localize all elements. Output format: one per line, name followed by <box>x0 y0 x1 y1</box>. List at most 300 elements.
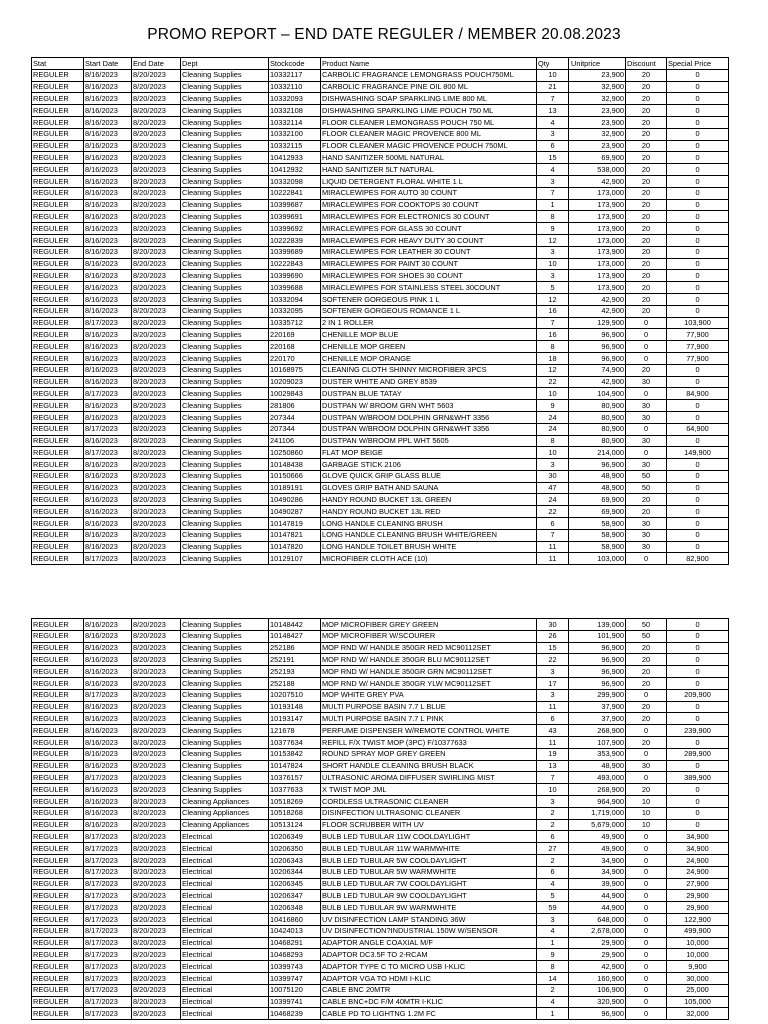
cell-special-price: 0 <box>667 164 729 176</box>
cell-start-date: 8/17/2023 <box>84 772 132 784</box>
cell-start-date: 8/16/2023 <box>84 352 132 364</box>
cell-stat: REGULER <box>32 411 84 423</box>
cell-start-date: 8/17/2023 <box>84 996 132 1008</box>
cell-product-name: MOP WHITE GREY PVA <box>321 689 537 701</box>
cell-qty: 10 <box>537 388 569 400</box>
cell-start-date: 8/16/2023 <box>84 541 132 553</box>
cell-unitprice: 44,900 <box>569 902 626 914</box>
table-row <box>32 329 729 341</box>
cell-unitprice: 42,900 <box>569 305 626 317</box>
table-row <box>32 689 729 701</box>
cell-start-date: 8/16/2023 <box>84 246 132 258</box>
cell-dept: Cleaning Supplies <box>181 329 269 341</box>
cell-dept: Cleaning Supplies <box>181 364 269 376</box>
cell-special-price: 0 <box>667 701 729 713</box>
cell-stat: REGULER <box>32 423 84 435</box>
cell-unitprice: 173,900 <box>569 211 626 223</box>
cell-end-date: 8/20/2023 <box>132 494 181 506</box>
cell-discount: 20 <box>626 736 667 748</box>
cell-start-date: 8/17/2023 <box>84 984 132 996</box>
cell-dept: Cleaning Supplies <box>181 187 269 199</box>
cell-stat: REGULER <box>32 199 84 211</box>
cell-special-price: 239,900 <box>667 725 729 737</box>
cell-special-price: 0 <box>667 482 729 494</box>
cell-stat: REGULER <box>32 890 84 902</box>
cell-qty: 43 <box>537 725 569 737</box>
cell-stockcode: 10376157 <box>269 772 321 784</box>
cell-special-price: 0 <box>667 293 729 305</box>
cell-discount: 20 <box>626 175 667 187</box>
cell-end-date: 8/20/2023 <box>132 329 181 341</box>
cell-end-date: 8/20/2023 <box>132 352 181 364</box>
cell-discount: 0 <box>626 1008 667 1020</box>
cell-qty: 6 <box>537 831 569 843</box>
cell-special-price: 77,900 <box>667 341 729 353</box>
header-qty: Qty <box>537 58 569 70</box>
table-row <box>32 677 729 689</box>
cell-product-name: MOP MICROFIBER W/SCOURER <box>321 630 537 642</box>
cell-start-date: 8/16/2023 <box>84 364 132 376</box>
cell-end-date: 8/20/2023 <box>132 984 181 996</box>
cell-product-name: MULTI PURPOSE BASIN 7.7 L PINK <box>321 713 537 725</box>
cell-unitprice: 107,900 <box>569 736 626 748</box>
cell-dept: Cleaning Supplies <box>181 388 269 400</box>
cell-stockcode: 10332094 <box>269 293 321 305</box>
promo-table-bottom <box>31 618 729 1020</box>
cell-stat: REGULER <box>32 69 84 81</box>
cell-discount: 20 <box>626 494 667 506</box>
cell-end-date: 8/20/2023 <box>132 831 181 843</box>
cell-dept: Cleaning Supplies <box>181 760 269 772</box>
cell-special-price: 0 <box>667 784 729 796</box>
cell-qty: 6 <box>537 866 569 878</box>
cell-qty: 7 <box>537 187 569 199</box>
cell-discount: 20 <box>626 258 667 270</box>
cell-end-date: 8/20/2023 <box>132 270 181 282</box>
table-row <box>32 211 729 223</box>
cell-dept: Cleaning Supplies <box>181 619 269 631</box>
cell-product-name: FLOOR CLEANER LEMONGRASS POUCH 750 ML <box>321 116 537 128</box>
cell-special-price: 0 <box>667 282 729 294</box>
table-row <box>32 1008 729 1020</box>
cell-stat: REGULER <box>32 400 84 412</box>
cell-discount: 30 <box>626 411 667 423</box>
cell-end-date: 8/20/2023 <box>132 619 181 631</box>
cell-qty: 3 <box>537 246 569 258</box>
cell-qty: 5 <box>537 282 569 294</box>
cell-qty: 12 <box>537 234 569 246</box>
cell-stat: REGULER <box>32 913 84 925</box>
cell-start-date: 8/16/2023 <box>84 140 132 152</box>
cell-stat: REGULER <box>32 482 84 494</box>
cell-special-price: 0 <box>667 807 729 819</box>
cell-stockcode: 10206344 <box>269 866 321 878</box>
cell-unitprice: 299,900 <box>569 689 626 701</box>
table-row <box>32 701 729 713</box>
table-row <box>32 234 729 246</box>
cell-dept: Cleaning Supplies <box>181 105 269 117</box>
table-row <box>32 105 729 117</box>
cell-discount: 20 <box>626 677 667 689</box>
cell-discount: 20 <box>626 701 667 713</box>
cell-discount: 30 <box>626 760 667 772</box>
cell-qty: 7 <box>537 772 569 784</box>
cell-special-price: 0 <box>667 819 729 831</box>
cell-unitprice: 139,000 <box>569 619 626 631</box>
cell-special-price: 0 <box>667 666 729 678</box>
cell-special-price: 27,900 <box>667 878 729 890</box>
cell-product-name: SOFTENER GORGEOUS ROMANCE 1 L <box>321 305 537 317</box>
cell-dept: Cleaning Supplies <box>181 677 269 689</box>
cell-stockcode: 10206350 <box>269 843 321 855</box>
cell-product-name: GLOVES GRIP BATH AND SAUNA <box>321 482 537 494</box>
cell-stockcode: 10147819 <box>269 518 321 530</box>
cell-discount: 30 <box>626 400 667 412</box>
cell-stat: REGULER <box>32 494 84 506</box>
cell-qty: 2 <box>537 807 569 819</box>
cell-dept: Cleaning Supplies <box>181 376 269 388</box>
cell-special-price: 0 <box>667 69 729 81</box>
table-row <box>32 388 729 400</box>
cell-end-date: 8/20/2023 <box>132 949 181 961</box>
cell-unitprice: 42,900 <box>569 175 626 187</box>
cell-unitprice: 96,900 <box>569 329 626 341</box>
cell-end-date: 8/20/2023 <box>132 925 181 937</box>
cell-end-date: 8/20/2023 <box>132 541 181 553</box>
cell-stat: REGULER <box>32 854 84 866</box>
table-row <box>32 736 729 748</box>
cell-end-date: 8/20/2023 <box>132 116 181 128</box>
cell-qty: 27 <box>537 843 569 855</box>
table-row <box>32 223 729 235</box>
cell-dept: Cleaning Supplies <box>181 689 269 701</box>
cell-dept: Cleaning Supplies <box>181 630 269 642</box>
table-row <box>32 890 729 902</box>
cell-stat: REGULER <box>32 364 84 376</box>
promo-table-top <box>31 57 729 565</box>
cell-special-price: 29,900 <box>667 902 729 914</box>
cell-stat: REGULER <box>32 677 84 689</box>
cell-unitprice: 96,900 <box>569 666 626 678</box>
cell-end-date: 8/20/2023 <box>132 305 181 317</box>
cell-qty: 11 <box>537 701 569 713</box>
cell-end-date: 8/20/2023 <box>132 654 181 666</box>
table-row <box>32 400 729 412</box>
cell-product-name: MOP MICROFIBER GREY GREEN <box>321 619 537 631</box>
cell-end-date: 8/20/2023 <box>132 795 181 807</box>
cell-unitprice: 214,000 <box>569 447 626 459</box>
cell-product-name: CARBOLIC FRAGRANCE PINE OIL 800 ML <box>321 81 537 93</box>
cell-qty: 10 <box>537 784 569 796</box>
cell-discount: 20 <box>626 199 667 211</box>
cell-start-date: 8/16/2023 <box>84 305 132 317</box>
cell-product-name: FLOOR CLEANER MAGIC PROVENCE POUCH 750ML <box>321 140 537 152</box>
cell-qty: 3 <box>537 689 569 701</box>
cell-end-date: 8/20/2023 <box>132 223 181 235</box>
cell-product-name: DUSTPAN BLUE TATAY <box>321 388 537 400</box>
cell-dept: Cleaning Supplies <box>181 470 269 482</box>
cell-stockcode: 10222841 <box>269 187 321 199</box>
cell-stat: REGULER <box>32 642 84 654</box>
cell-product-name: MIRACLEWIPES FOR COOKTOPS 30 COUNT <box>321 199 537 211</box>
cell-special-price: 0 <box>667 364 729 376</box>
cell-unitprice: 268,900 <box>569 784 626 796</box>
cell-discount: 0 <box>626 961 667 973</box>
cell-start-date: 8/16/2023 <box>84 435 132 447</box>
cell-stat: REGULER <box>32 376 84 388</box>
cell-dept: Cleaning Supplies <box>181 282 269 294</box>
cell-discount: 20 <box>626 654 667 666</box>
cell-unitprice: 2,678,000 <box>569 925 626 937</box>
cell-product-name: DISHWASHING SOAP SPARKLING LIME 800 ML <box>321 93 537 105</box>
cell-product-name: MIRACLEWIPES FOR GLASS 30 COUNT <box>321 223 537 235</box>
cell-discount: 10 <box>626 795 667 807</box>
cell-stat: REGULER <box>32 140 84 152</box>
cell-unitprice: 44,900 <box>569 890 626 902</box>
cell-stockcode: 10206348 <box>269 902 321 914</box>
cell-stockcode: 10206343 <box>269 854 321 866</box>
cell-stockcode: 220170 <box>269 352 321 364</box>
cell-qty: 1 <box>537 199 569 211</box>
cell-product-name: LONG HANDLE CLEANING BRUSH WHITE/GREEN <box>321 529 537 541</box>
cell-unitprice: 964,900 <box>569 795 626 807</box>
cell-start-date: 8/16/2023 <box>84 725 132 737</box>
cell-stockcode: 10193148 <box>269 701 321 713</box>
cell-discount: 0 <box>626 689 667 701</box>
cell-unitprice: 173,900 <box>569 223 626 235</box>
table-row <box>32 518 729 530</box>
cell-product-name: UV DISINFECTION LAMP STANDING 36W <box>321 913 537 925</box>
cell-stat: REGULER <box>32 447 84 459</box>
cell-unitprice: 34,900 <box>569 866 626 878</box>
cell-end-date: 8/20/2023 <box>132 972 181 984</box>
cell-discount: 20 <box>626 270 667 282</box>
cell-stat: REGULER <box>32 518 84 530</box>
cell-end-date: 8/20/2023 <box>132 784 181 796</box>
cell-discount: 30 <box>626 376 667 388</box>
cell-product-name: MIRACLEWIPES FOR STAINLESS STEEL 30COUNT <box>321 282 537 294</box>
cell-stat: REGULER <box>32 352 84 364</box>
cell-unitprice: 49,900 <box>569 843 626 855</box>
cell-unitprice: 23,900 <box>569 105 626 117</box>
cell-qty: 6 <box>537 713 569 725</box>
cell-stat: REGULER <box>32 116 84 128</box>
cell-qty: 10 <box>537 258 569 270</box>
cell-product-name: DISINFECTION ULTRASONIC CLEANER <box>321 807 537 819</box>
table-row <box>32 270 729 282</box>
cell-product-name: BULB LED TUBULAR 9W WARMWHITE <box>321 902 537 914</box>
cell-dept: Cleaning Supplies <box>181 553 269 565</box>
cell-dept: Cleaning Supplies <box>181 736 269 748</box>
cell-start-date: 8/16/2023 <box>84 128 132 140</box>
cell-special-price: 77,900 <box>667 329 729 341</box>
cell-discount: 20 <box>626 234 667 246</box>
cell-discount: 0 <box>626 902 667 914</box>
cell-stockcode: 10399691 <box>269 211 321 223</box>
cell-stat: REGULER <box>32 866 84 878</box>
cell-stockcode: 252186 <box>269 642 321 654</box>
cell-unitprice: 173,900 <box>569 282 626 294</box>
cell-discount: 0 <box>626 423 667 435</box>
cell-end-date: 8/20/2023 <box>132 890 181 902</box>
cell-end-date: 8/20/2023 <box>132 400 181 412</box>
cell-stockcode: 10332110 <box>269 81 321 93</box>
cell-unitprice: 96,900 <box>569 654 626 666</box>
cell-start-date: 8/16/2023 <box>84 494 132 506</box>
cell-qty: 4 <box>537 996 569 1008</box>
cell-dept: Cleaning Supplies <box>181 701 269 713</box>
header-stat: Stat <box>32 58 84 70</box>
cell-unitprice: 173,000 <box>569 187 626 199</box>
cell-stockcode: 10029843 <box>269 388 321 400</box>
table-row <box>32 317 729 329</box>
cell-discount: 30 <box>626 518 667 530</box>
header-dept: Dept <box>181 58 269 70</box>
cell-start-date: 8/16/2023 <box>84 666 132 678</box>
cell-dept: Electrical <box>181 949 269 961</box>
cell-qty: 7 <box>537 317 569 329</box>
cell-end-date: 8/20/2023 <box>132 282 181 294</box>
cell-start-date: 8/17/2023 <box>84 972 132 984</box>
cell-qty: 22 <box>537 506 569 518</box>
cell-dept: Cleaning Appliances <box>181 807 269 819</box>
cell-start-date: 8/16/2023 <box>84 807 132 819</box>
cell-discount: 0 <box>626 341 667 353</box>
cell-stat: REGULER <box>32 654 84 666</box>
cell-special-price: 0 <box>667 105 729 117</box>
cell-qty: 3 <box>537 795 569 807</box>
cell-start-date: 8/17/2023 <box>84 317 132 329</box>
table-row <box>32 902 729 914</box>
cell-discount: 0 <box>626 878 667 890</box>
cell-unitprice: 96,900 <box>569 642 626 654</box>
cell-stat: REGULER <box>32 317 84 329</box>
cell-stat: REGULER <box>32 105 84 117</box>
cell-start-date: 8/17/2023 <box>84 925 132 937</box>
cell-unitprice: 96,900 <box>569 341 626 353</box>
cell-special-price: 0 <box>667 376 729 388</box>
cell-start-date: 8/16/2023 <box>84 211 132 223</box>
cell-stockcode: 241106 <box>269 435 321 447</box>
table-row <box>32 961 729 973</box>
cell-special-price: 389,900 <box>667 772 729 784</box>
cell-product-name: CLEANING CLOTH SHINNY MICROFIBER 3PCS <box>321 364 537 376</box>
cell-product-name: DUSTPAN W/BROOM PPL WHT 5605 <box>321 435 537 447</box>
cell-discount: 0 <box>626 972 667 984</box>
cell-stat: REGULER <box>32 529 84 541</box>
table-row <box>32 258 729 270</box>
cell-special-price: 499,900 <box>667 925 729 937</box>
cell-stockcode: 10399743 <box>269 961 321 973</box>
cell-stockcode: 10332098 <box>269 175 321 187</box>
cell-unitprice: 32,900 <box>569 93 626 105</box>
cell-dept: Cleaning Supplies <box>181 784 269 796</box>
cell-discount: 0 <box>626 553 667 565</box>
cell-stat: REGULER <box>32 795 84 807</box>
cell-product-name: X TWIST MOP JML <box>321 784 537 796</box>
cell-dept: Cleaning Appliances <box>181 795 269 807</box>
cell-start-date: 8/16/2023 <box>84 411 132 423</box>
cell-unitprice: 173,900 <box>569 246 626 258</box>
cell-dept: Cleaning Appliances <box>181 819 269 831</box>
cell-stockcode: 10412933 <box>269 152 321 164</box>
cell-special-price: 0 <box>667 93 729 105</box>
cell-special-price: 0 <box>667 760 729 772</box>
cell-stat: REGULER <box>32 972 84 984</box>
cell-end-date: 8/20/2023 <box>132 317 181 329</box>
table-row <box>32 807 729 819</box>
cell-end-date: 8/20/2023 <box>132 677 181 689</box>
cell-unitprice: 42,900 <box>569 961 626 973</box>
cell-start-date: 8/16/2023 <box>84 677 132 689</box>
cell-discount: 20 <box>626 116 667 128</box>
cell-start-date: 8/16/2023 <box>84 400 132 412</box>
cell-stat: REGULER <box>32 1008 84 1020</box>
header-start-date: Start Date <box>84 58 132 70</box>
table-row <box>32 937 729 949</box>
cell-stockcode: 10193147 <box>269 713 321 725</box>
table-row <box>32 305 729 317</box>
cell-start-date: 8/16/2023 <box>84 795 132 807</box>
cell-discount: 20 <box>626 713 667 725</box>
cell-qty: 19 <box>537 748 569 760</box>
cell-discount: 0 <box>626 854 667 866</box>
cell-stockcode: 10412932 <box>269 164 321 176</box>
cell-product-name: HANDY ROUND BUCKET 13L GREEN <box>321 494 537 506</box>
cell-end-date: 8/20/2023 <box>132 506 181 518</box>
cell-dept: Cleaning Supplies <box>181 211 269 223</box>
cell-dept: Cleaning Supplies <box>181 152 269 164</box>
cell-start-date: 8/16/2023 <box>84 819 132 831</box>
cell-product-name: LONG HANDLE CLEANING BRUSH <box>321 518 537 530</box>
cell-stat: REGULER <box>32 984 84 996</box>
cell-stockcode: 10147821 <box>269 529 321 541</box>
cell-stat: REGULER <box>32 843 84 855</box>
cell-start-date: 8/16/2023 <box>84 619 132 631</box>
table-row <box>32 996 729 1008</box>
cell-end-date: 8/20/2023 <box>132 701 181 713</box>
cell-stockcode: 10148438 <box>269 459 321 471</box>
cell-end-date: 8/20/2023 <box>132 187 181 199</box>
table-row <box>32 482 729 494</box>
table-row <box>32 175 729 187</box>
table-row <box>32 116 729 128</box>
cell-end-date: 8/20/2023 <box>132 529 181 541</box>
cell-dept: Cleaning Supplies <box>181 246 269 258</box>
cell-end-date: 8/20/2023 <box>132 996 181 1008</box>
cell-stockcode: 10332093 <box>269 93 321 105</box>
cell-dept: Electrical <box>181 866 269 878</box>
cell-dept: Cleaning Supplies <box>181 541 269 553</box>
cell-start-date: 8/16/2023 <box>84 234 132 246</box>
cell-dept: Cleaning Supplies <box>181 400 269 412</box>
cell-unitprice: 173,900 <box>569 270 626 282</box>
table-row <box>32 784 729 796</box>
table-row <box>32 854 729 866</box>
cell-special-price: 0 <box>667 494 729 506</box>
cell-start-date: 8/17/2023 <box>84 689 132 701</box>
table-row <box>32 411 729 423</box>
cell-special-price: 24,900 <box>667 854 729 866</box>
table-row <box>32 187 729 199</box>
cell-special-price: 0 <box>667 518 729 530</box>
cell-end-date: 8/20/2023 <box>132 482 181 494</box>
cell-start-date: 8/17/2023 <box>84 913 132 925</box>
table-row <box>32 925 729 937</box>
cell-stockcode: 252193 <box>269 666 321 678</box>
cell-end-date: 8/20/2023 <box>132 152 181 164</box>
cell-stat: REGULER <box>32 435 84 447</box>
